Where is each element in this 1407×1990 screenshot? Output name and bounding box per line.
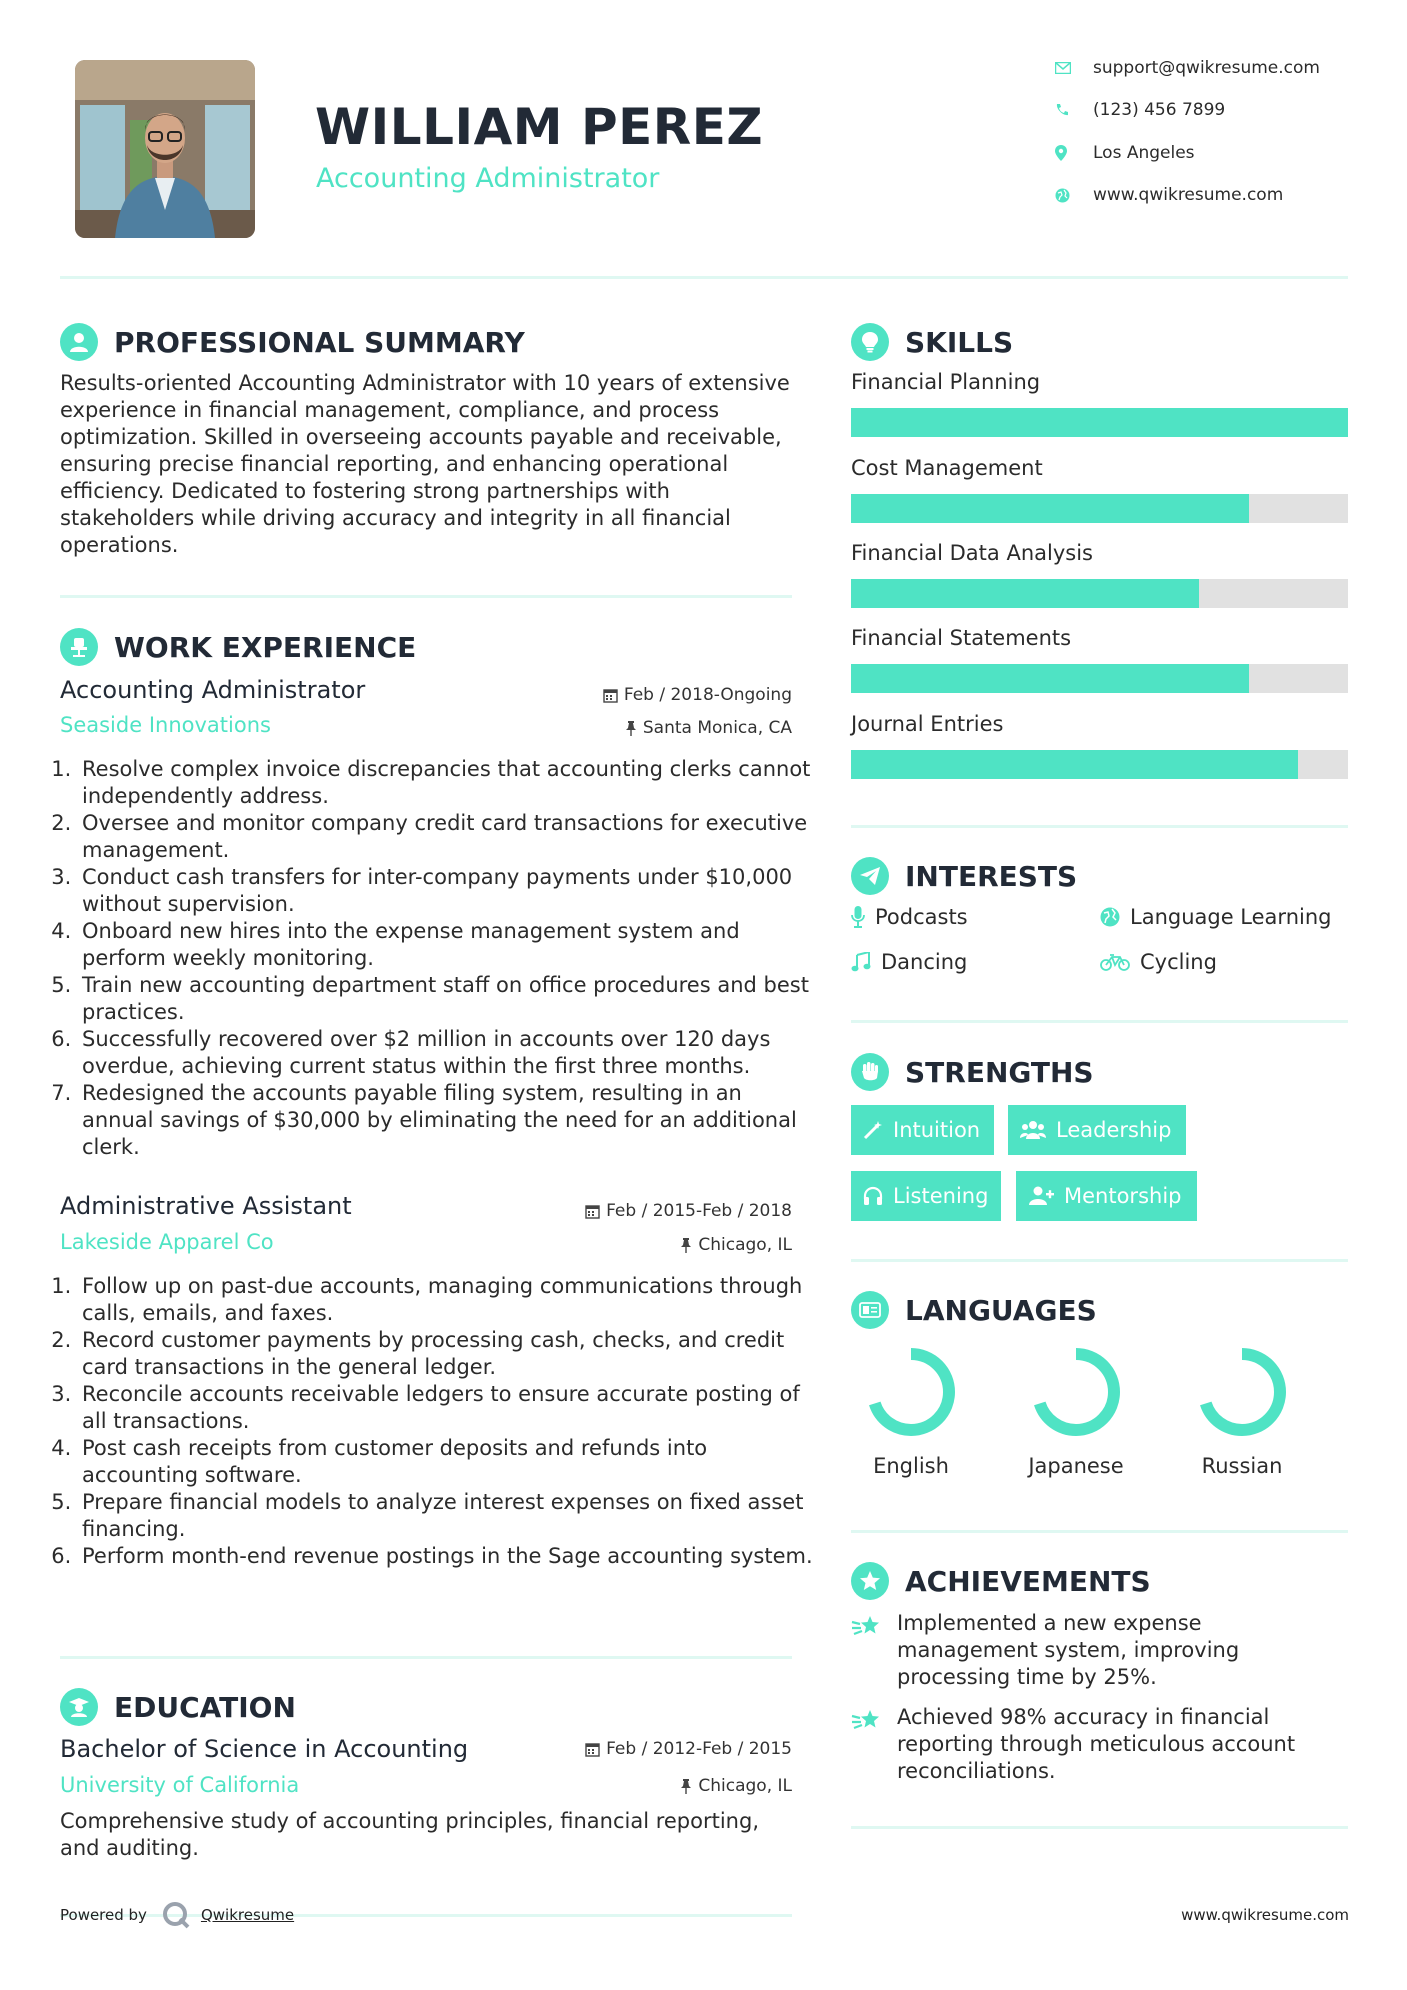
language-card-icon [851, 1291, 889, 1329]
magic-wand-icon [863, 1120, 883, 1140]
list-item: 5. Prepare financial models to analyze interest expenses on fixed asset financing. [78, 1489, 818, 1543]
summary-text: Results-oriented Accounting Administrator with 10 years of extensive experience in financial management, compliance, and process optimization. Skilled in overseeing accounts payable and receivable, ensuring precise financial reporting, and enhancing operational efficiency. Dedicated to fostering strong partnerships with stakeholders while driving accuracy and integrity in all financial operations. [60, 371, 790, 557]
skill-name: Financial Planning [851, 370, 1041, 394]
skill-bar-fill [851, 750, 1298, 779]
achievement-item: Achieved 98% accuracy in financial reporting through meticulous account reconciliations. [851, 1704, 1348, 1785]
bicycle-icon [1100, 953, 1130, 971]
calendar-icon [585, 1742, 600, 1757]
strength-chip: Intuition [851, 1105, 994, 1155]
interests-heading: INTERESTS [851, 856, 1077, 896]
job-date: Feb / 2018-Ongoing [520, 685, 792, 705]
language-name: Russian [1201, 1454, 1283, 1478]
envelope-icon [1055, 62, 1093, 74]
skills-heading: SKILLS [851, 322, 1013, 362]
music-note-icon [851, 952, 871, 972]
education-heading: EDUCATION [60, 1687, 296, 1727]
achievements-heading: ACHIEVEMENTS [851, 1561, 1151, 1601]
strength-chip: Listening [851, 1171, 1001, 1221]
list-item: 3. Reconcile accounts receivable ledgers to ensure accurate posting of all transactions. [78, 1381, 818, 1435]
languages-heading: LANGUAGES [851, 1290, 1097, 1330]
job-bullets [58, 756, 818, 1161]
user-icon [60, 323, 98, 361]
language-name: Japanese [1028, 1454, 1124, 1478]
pushpin-icon [680, 1238, 692, 1253]
skill-bar-fill [851, 579, 1199, 608]
achievements-divider [851, 1826, 1348, 1829]
job-company: Seaside Innovations [60, 713, 271, 737]
qwikresume-link[interactable]: Qwikresume [200, 1906, 295, 1924]
users-icon [1020, 1120, 1046, 1140]
calendar-icon [603, 688, 618, 703]
skills-divider [851, 825, 1348, 828]
fist-icon [851, 1053, 889, 1091]
powered-by [60, 1900, 294, 1930]
list-item: 4. Onboard new hires into the expense management system and perform weekly monitoring. [78, 918, 818, 972]
list-item: 3. Conduct cash transfers for inter-company payments under $10,000 without supervision. [78, 864, 818, 918]
skill-bar [851, 494, 1348, 523]
list-item: 4. Post cash receipts from customer deposits and refunds into accounting software. [78, 1435, 818, 1489]
job-company: Lakeside Apparel Co [60, 1230, 274, 1254]
lightbulb-icon [851, 323, 889, 361]
skill-bar [851, 664, 1348, 693]
contact-location-text: Los Angeles [1093, 143, 1195, 163]
shooting-star-icon [851, 1610, 897, 1691]
candidate-role: Accounting Administrator [316, 163, 660, 194]
skill-name: Journal Entries [851, 712, 1004, 736]
interests-divider [851, 1020, 1348, 1023]
interest-item: Dancing [851, 947, 967, 977]
language-ring [1026, 1342, 1126, 1442]
shooting-star-icon [851, 1704, 897, 1785]
contact-website-text: www.qwikresume.com [1093, 185, 1284, 205]
summary-heading: PROFESSIONAL SUMMARY [60, 322, 525, 362]
pushpin-icon [680, 1779, 692, 1794]
map-pin-icon [1055, 145, 1093, 161]
strength-chip: Leadership [1008, 1105, 1186, 1155]
contact-phone[interactable] [1055, 95, 1355, 125]
skill-bar [851, 750, 1348, 779]
contact-website[interactable] [1055, 180, 1355, 210]
skill-bar [851, 579, 1348, 608]
list-item: 6. Successfully recovered over $2 million in accounts over 120 days overdue, achieving current status within the first three months. [78, 1026, 818, 1080]
language-item [841, 1342, 981, 1478]
strengths-divider [851, 1259, 1348, 1262]
experience-divider [60, 1656, 792, 1659]
education-location: Chicago, IL [520, 1776, 792, 1796]
list-item: 5. Train new accounting department staff on office procedures and best practices. [78, 972, 818, 1026]
language-item [1172, 1342, 1312, 1478]
list-item: 6. Perform month-end revenue postings in the Sage accounting system. [78, 1543, 818, 1570]
list-item: 2. Record customer payments by processing cash, checks, and credit card transactions in the general ledger. [78, 1327, 818, 1381]
calendar-icon [585, 1204, 600, 1219]
globe-icon [1100, 907, 1120, 927]
chair-icon [60, 628, 98, 666]
skill-name: Cost Management [851, 456, 1043, 480]
languages-divider [851, 1530, 1348, 1533]
language-item [1006, 1342, 1146, 1478]
footer-website[interactable]: www.qwikresume.com [1181, 1906, 1349, 1924]
contact-email-text: support@qwikresume.com [1093, 58, 1320, 78]
interest-item: Cycling [1100, 947, 1217, 977]
strengths-heading: STRENGTHS [851, 1052, 1094, 1092]
language-name: English [873, 1454, 949, 1478]
strength-chip: Mentorship [1016, 1171, 1197, 1221]
achievement-item: Implemented a new expense management system, improving processing time by 25%. [851, 1610, 1348, 1691]
job-title: Accounting Administrator [60, 676, 366, 704]
list-item: 1. Resolve complex invoice discrepancies that accounting clerks cannot independently address. [78, 756, 818, 810]
job-date: Feb / 2015-Feb / 2018 [520, 1201, 792, 1221]
star-badge-icon [851, 1562, 889, 1600]
powered-by-label: Powered by [60, 1906, 147, 1924]
skill-bar-fill [851, 664, 1249, 693]
user-plus-icon [1028, 1186, 1054, 1206]
contact-phone-text: (123) 456 7899 [1093, 100, 1226, 120]
skill-bar-fill [851, 494, 1249, 523]
education-description: Comprehensive study of accounting principles, financial reporting, and auditing. [60, 1809, 759, 1860]
pushpin-icon [625, 721, 637, 736]
skill-bar [851, 408, 1348, 437]
interest-item: Language Learning [1100, 902, 1331, 932]
globe-icon [1055, 188, 1093, 203]
list-item: 1. Follow up on past-due accounts, managing communications through calls, emails, and faxes. [78, 1273, 818, 1327]
skill-name: Financial Data Analysis [851, 541, 1093, 565]
summary-divider [60, 595, 792, 598]
degree-title: Bachelor of Science in Accounting [60, 1735, 469, 1763]
list-item: 7. Redesigned the accounts payable filing system, resulting in an annual savings of $30,000 by eliminating the need for an additional clerk. [78, 1080, 818, 1161]
experience-heading: WORK EXPERIENCE [60, 627, 416, 667]
language-ring [861, 1342, 961, 1442]
microphone-icon [851, 906, 865, 928]
job-location: Chicago, IL [520, 1235, 792, 1255]
language-ring [1192, 1342, 1292, 1442]
profile-photo [75, 60, 255, 238]
header-divider [60, 276, 1348, 279]
education-date: Feb / 2012-Feb / 2015 [520, 1739, 792, 1759]
list-item: 2. Oversee and monitor company credit card transactions for executive management. [78, 810, 818, 864]
phone-icon [1055, 103, 1093, 117]
job-bullets [58, 1273, 818, 1570]
candidate-name: WILLIAM PEREZ [315, 98, 764, 156]
skill-bar-fill [851, 408, 1348, 437]
job-title: Administrative Assistant [60, 1192, 352, 1220]
graduate-icon [60, 1688, 98, 1726]
interest-item: Podcasts [851, 902, 968, 932]
paper-plane-icon [851, 857, 889, 895]
school-name: University of California [60, 1773, 300, 1797]
job-location: Santa Monica, CA [520, 718, 792, 738]
headphones-icon [863, 1186, 883, 1206]
contact-email[interactable] [1055, 53, 1355, 83]
qwikresume-logo-icon [161, 1900, 191, 1930]
skill-name: Financial Statements [851, 626, 1072, 650]
contact-location [1055, 138, 1355, 168]
